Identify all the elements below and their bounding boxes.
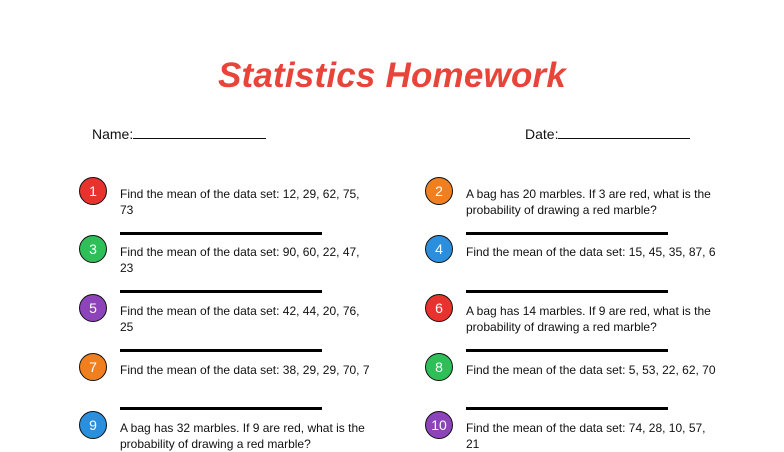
question-1 [89, 183, 400, 218]
question-number-badge: 1 [79, 177, 107, 205]
question-10 [431, 417, 746, 452]
question-text: Find the mean of the data set: 15, 45, 35, 87, 6 [466, 245, 716, 259]
question-number-badge: 8 [425, 353, 453, 381]
question-text: Find the mean of the data set: 5, 53, 22, 62, 70 [466, 363, 716, 377]
question-text: Find the mean of the data set: 42, 44, 20, 76, 25 [120, 304, 360, 334]
name-blank-line[interactable] [133, 126, 266, 139]
question-text: Find the mean of the data set: 38, 29, 29, 70, 7 [120, 363, 370, 377]
date-field[interactable] [525, 126, 690, 142]
question-text: A bag has 32 marbles. If 9 are red, what is the probability of drawing a red marble? [120, 421, 365, 451]
answer-line[interactable] [120, 232, 322, 235]
answer-line[interactable] [120, 349, 322, 352]
question-text: A bag has 20 marbles. If 3 are red, what is the probability of drawing a red marble? [466, 187, 711, 217]
question-8 [435, 359, 746, 378]
question-4 [435, 241, 746, 260]
question-number-badge: 4 [425, 235, 453, 263]
question-number-badge: 5 [79, 294, 107, 322]
question-number-badge: 6 [425, 294, 453, 322]
question-5 [89, 300, 400, 335]
date-label: Date: [525, 126, 559, 142]
name-label: Name: [92, 126, 134, 142]
answer-line[interactable] [120, 290, 322, 293]
question-7 [89, 359, 400, 378]
worksheet-title: Statistics Homework [217, 56, 567, 95]
question-number-badge: 9 [79, 411, 107, 439]
question-number-badge: 10 [425, 411, 453, 439]
answer-line[interactable] [466, 407, 668, 410]
question-2 [435, 183, 746, 218]
answer-line[interactable] [466, 232, 668, 235]
answer-line[interactable] [466, 290, 668, 293]
question-text: Find the mean of the data set: 90, 60, 22, 47, 23 [120, 245, 360, 275]
question-number-badge: 3 [79, 235, 107, 263]
question-6 [435, 300, 746, 335]
question-text: Find the mean of the data set: 12, 29, 62, 75, 73 [120, 187, 360, 217]
question-number-badge: 2 [425, 177, 453, 205]
question-text: Find the mean of the data set: 74, 28, 10, 57, 21 [466, 421, 706, 451]
question-3 [89, 241, 400, 276]
question-number-badge: 7 [79, 353, 107, 381]
answer-line[interactable] [466, 349, 668, 352]
question-text: A bag has 14 marbles. If 9 are red, what is the probability of drawing a red marble? [466, 304, 711, 334]
name-field[interactable] [92, 126, 266, 142]
question-9 [89, 417, 400, 452]
date-blank-line[interactable] [558, 126, 690, 139]
answer-line[interactable] [120, 407, 322, 410]
